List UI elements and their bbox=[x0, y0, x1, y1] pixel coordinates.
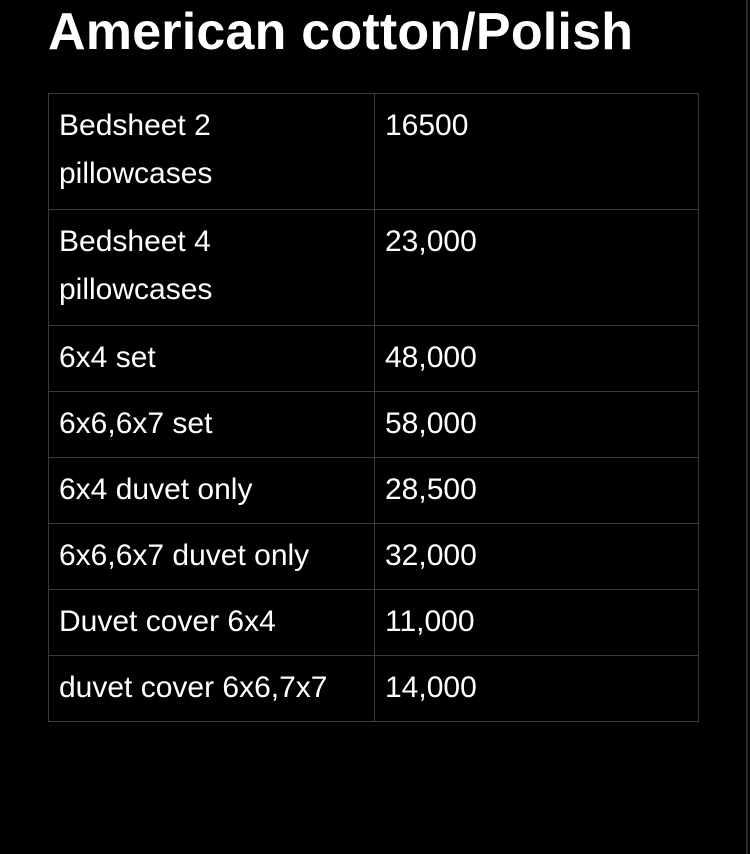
item-cell: 6x4 duvet only bbox=[49, 458, 375, 524]
item-cell: 6x6,6x7 set bbox=[49, 392, 375, 458]
price-cell: 58,000 bbox=[375, 392, 699, 458]
item-cell: 6x6,6x7 duvet only bbox=[49, 524, 375, 590]
item-cell: Bedsheet 4 pillowcases bbox=[49, 210, 375, 326]
item-cell: 6x4 set bbox=[49, 326, 375, 392]
price-table bbox=[48, 93, 699, 722]
item-cell: Duvet cover 6x4 bbox=[49, 590, 375, 656]
table-row bbox=[49, 392, 699, 458]
table-row bbox=[49, 458, 699, 524]
table-row bbox=[49, 524, 699, 590]
table-row bbox=[49, 210, 699, 326]
table-row bbox=[49, 326, 699, 392]
item-cell: duvet cover 6x6,7x7 bbox=[49, 656, 375, 722]
item-cell: Bedsheet 2 pillowcases bbox=[49, 94, 375, 210]
price-cell: 23,000 bbox=[375, 210, 699, 326]
price-cell: 28,500 bbox=[375, 458, 699, 524]
price-cell: 14,000 bbox=[375, 656, 699, 722]
table-row bbox=[49, 94, 699, 210]
price-cell: 32,000 bbox=[375, 524, 699, 590]
price-cell: 16500 bbox=[375, 94, 699, 210]
table-row bbox=[49, 656, 699, 722]
price-cell: 48,000 bbox=[375, 326, 699, 392]
price-cell: 11,000 bbox=[375, 590, 699, 656]
right-edge-divider bbox=[746, 0, 748, 854]
table-row bbox=[49, 590, 699, 656]
page-title: American cotton/Polish bbox=[48, 3, 634, 61]
